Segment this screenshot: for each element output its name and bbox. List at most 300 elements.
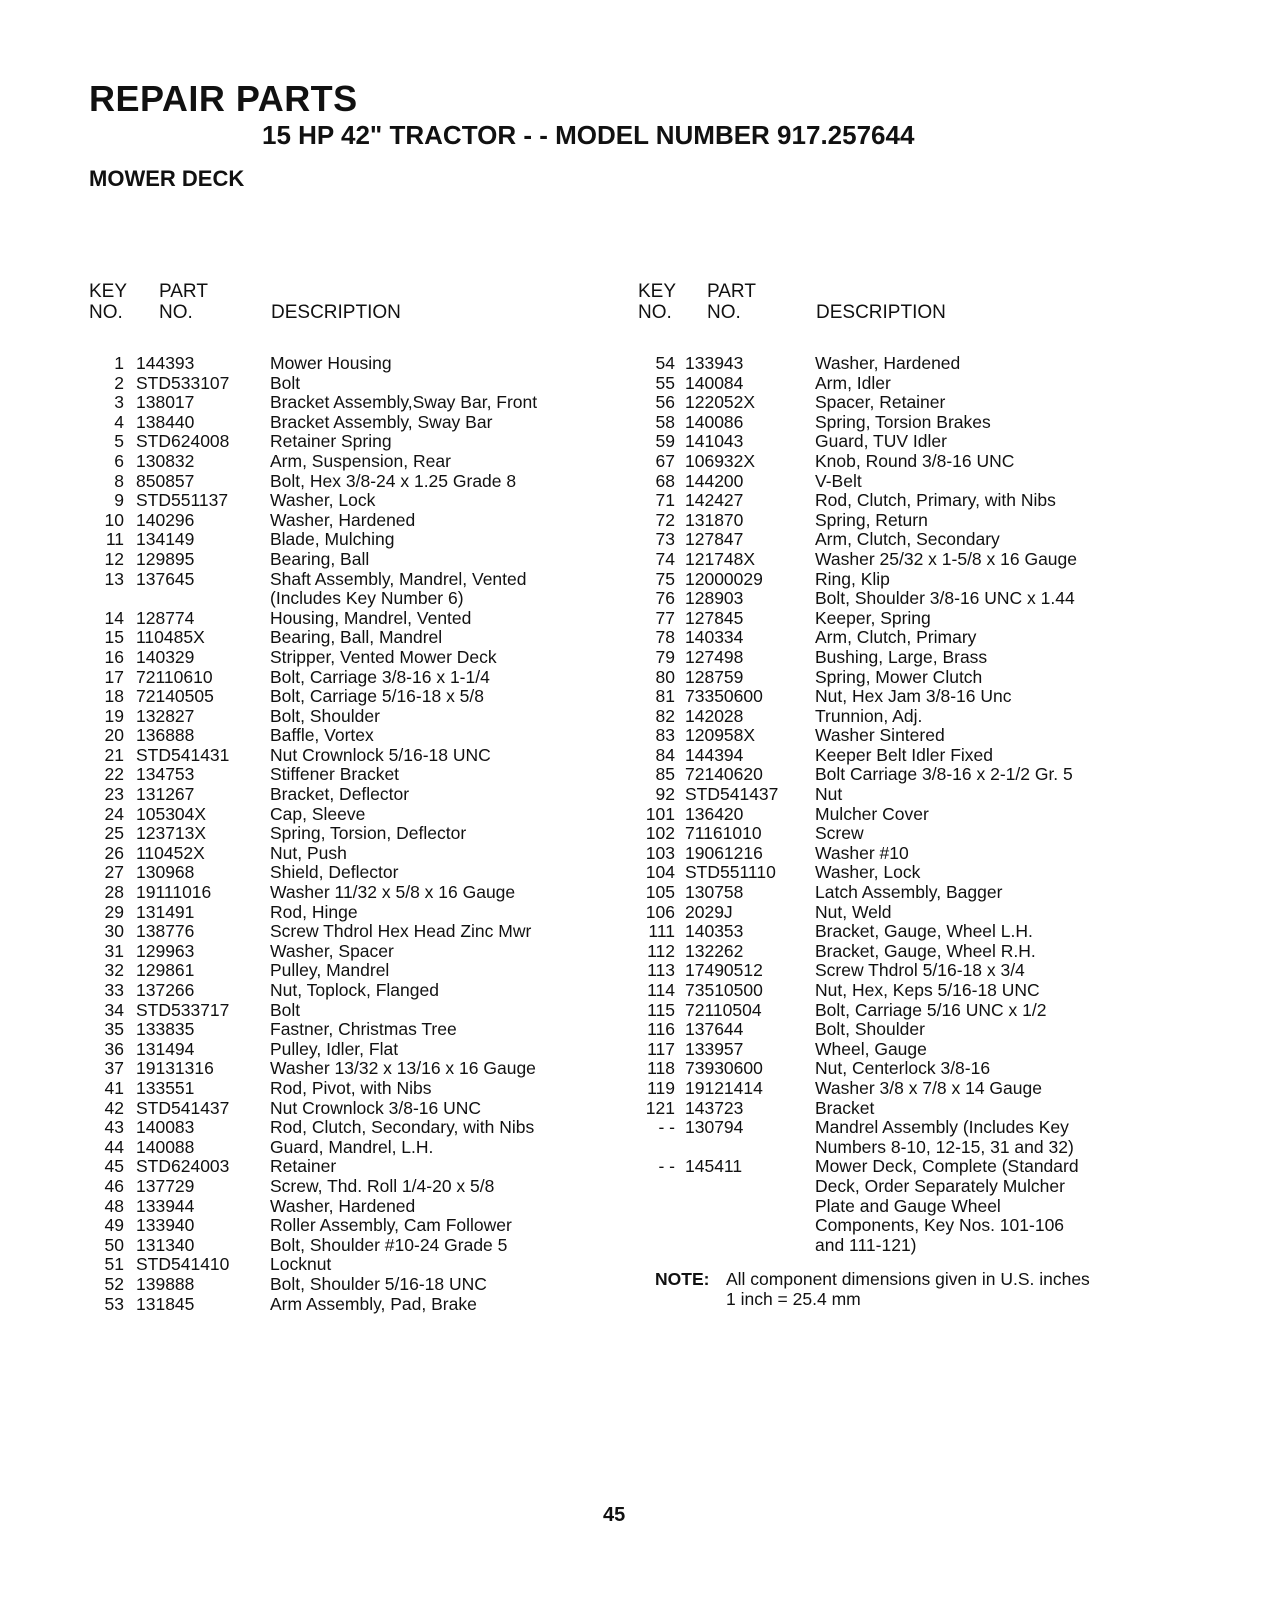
parts-row (88, 1138, 608, 1158)
parts-list-right (638, 354, 1238, 1255)
part-number: 133835 (136, 1019, 195, 1040)
part-description: Bolt, Carriage 5/16-18 x 5/8 (270, 686, 485, 707)
key-number: 54 (655, 353, 675, 373)
part-description: Spring, Torsion, Deflector (270, 823, 467, 844)
part-number: 129861 (136, 960, 195, 981)
part-description: V-Belt (815, 470, 862, 491)
part-number: 128903 (685, 588, 744, 609)
key-number: 73 (655, 529, 675, 550)
part-number: 127845 (685, 607, 744, 628)
part-number: 131340 (136, 1234, 195, 1255)
part-number: 110452X (136, 842, 205, 863)
parts-row (88, 707, 608, 727)
part-description: Housing, Mandrel, Vented (270, 607, 472, 628)
part-no-header-left (159, 281, 208, 323)
parts-row (638, 668, 1238, 688)
part-number: 145411 (685, 1156, 743, 1177)
key-number: 32 (104, 960, 124, 981)
key-number: 119 (647, 1077, 675, 1098)
key-number: 35 (104, 1019, 124, 1040)
parts-row (638, 1040, 1238, 1060)
part-description: Bearing, Ball, Mandrel (270, 627, 443, 648)
part-description: Washer 11/32 x 5/8 x 16 Gauge (270, 882, 516, 903)
part-number: 131491 (136, 901, 195, 922)
section-title: MOWER DECK (89, 166, 245, 191)
part-description: Bolt (270, 999, 301, 1020)
parts-row (88, 785, 608, 805)
part-description: Spring, Return (815, 509, 928, 530)
key-header-line2: NO. (89, 302, 123, 323)
part-header-line2: NO. (159, 302, 193, 323)
note-line1: All component dimensions given in U.S. inches (726, 1269, 1090, 1289)
parts-row (88, 354, 608, 374)
key-number: 31 (104, 940, 124, 961)
part-number: 137729 (136, 1175, 195, 1196)
part-number: 133940 (136, 1215, 195, 1236)
part-description: Cap, Sleeve (270, 803, 366, 824)
key-number: 10 (104, 509, 124, 530)
key-number: 12 (104, 548, 124, 569)
parts-row (88, 1059, 608, 1079)
parts-row (638, 942, 1238, 962)
part-number: 19111016 (136, 882, 212, 903)
part-description: Washer 25/32 x 1-5/8 x 16 Gauge (815, 548, 1078, 569)
part-description: Blade, Mulching (270, 529, 395, 550)
key-number: 77 (655, 607, 675, 628)
key-number: 9 (114, 490, 124, 511)
part-number: 73930600 (685, 1058, 763, 1079)
parts-row (88, 1001, 608, 1021)
part-number: 130794 (685, 1117, 744, 1138)
part-number: 110485X (136, 627, 205, 648)
key-number: 29 (104, 901, 124, 922)
parts-row (638, 609, 1238, 629)
parts-row (638, 452, 1238, 472)
parts-row (638, 530, 1238, 550)
parts-row (88, 1275, 608, 1295)
key-number: 76 (655, 588, 675, 609)
part-description: Bushing, Large, Brass (815, 646, 988, 667)
part-number: 142427 (685, 490, 744, 511)
part-number: 73510500 (685, 980, 763, 1000)
part-description: Bracket, Deflector (270, 784, 410, 805)
parts-row (638, 903, 1238, 923)
parts-row (638, 550, 1238, 570)
part-description: Nut Crownlock 3/8-16 UNC (270, 1097, 482, 1118)
key-number: 11 (105, 529, 124, 550)
part-number: 132827 (136, 705, 195, 726)
parts-row (88, 472, 608, 492)
part-number: 123713X (136, 823, 207, 844)
part-number: 132262 (685, 940, 744, 961)
part-description: Washer, Hardened (270, 1195, 416, 1216)
key-number: 14 (104, 607, 124, 628)
description-header-left: DESCRIPTION (271, 302, 401, 323)
key-number: 118 (647, 1058, 675, 1079)
parts-row (88, 1099, 608, 1119)
part-description: Rod, Clutch, Primary, with Nibs (815, 490, 1056, 511)
parts-row (88, 432, 608, 452)
part-number: STD551110 (685, 862, 776, 883)
part-number: 137266 (136, 980, 195, 1000)
key-number: 105 (645, 882, 675, 903)
part-description: Bolt (270, 372, 301, 393)
part-number: 129895 (136, 548, 195, 569)
part-number: 134149 (136, 529, 195, 550)
part-description: Bracket, Gauge, Wheel L.H. (815, 921, 1033, 942)
parts-row (638, 805, 1238, 825)
part-description: Trunnion, Adj. (815, 705, 923, 726)
part-number: 140296 (136, 509, 195, 530)
part-number: STD541410 (136, 1254, 230, 1275)
parts-row (638, 1118, 1238, 1157)
parts-row (88, 1295, 608, 1315)
part-description: Screw (815, 823, 864, 844)
parts-row (638, 491, 1238, 511)
key-number: 41 (104, 1077, 124, 1098)
part-number: STD624008 (136, 431, 230, 452)
part-number: 71161010 (685, 823, 762, 844)
part-description: Washer, Lock (815, 862, 921, 883)
parts-row (638, 628, 1238, 648)
key-number: 48 (104, 1195, 124, 1216)
part-number: 19121414 (685, 1077, 763, 1098)
part-number: 140334 (685, 627, 744, 648)
parts-row (88, 844, 608, 864)
parts-row (88, 413, 608, 433)
part-number: 133944 (136, 1195, 195, 1216)
description-header-right: DESCRIPTION (816, 302, 946, 323)
part-description: Guard, Mandrel, L.H. (270, 1136, 434, 1157)
part-description: Washer, Lock (270, 490, 376, 511)
key-number: 43 (104, 1117, 124, 1138)
parts-row (88, 1040, 608, 1060)
page-title: REPAIR PARTS (89, 78, 358, 119)
part-number: 130832 (136, 450, 195, 471)
parts-row (638, 785, 1238, 805)
parts-row (88, 687, 608, 707)
part-description: Mower Deck, Complete (Standard Deck, Order Separately Mulcher Plate and Gauge Wheel Components, Key Nos. 101-106 and 111-121) (815, 1156, 1079, 1255)
part-number: 850857 (136, 470, 195, 491)
key-number: 18 (104, 686, 124, 707)
parts-row (88, 1216, 608, 1236)
part-number: 2029J (685, 901, 733, 922)
parts-row (88, 1255, 608, 1275)
dimension-note (655, 1269, 1090, 1309)
part-number: 127847 (685, 529, 744, 550)
parts-row (88, 668, 608, 688)
part-number: 138776 (136, 921, 195, 942)
part-description: Retainer (270, 1156, 337, 1177)
part-description: Screw Thdrol 5/16-18 x 3/4 (815, 960, 1025, 981)
parts-row (88, 903, 608, 923)
key-number: 36 (104, 1038, 124, 1059)
key-number: 22 (104, 764, 124, 785)
part-number: 19131316 (136, 1058, 214, 1079)
key-number: 101 (645, 803, 675, 824)
part-description: Mower Housing (270, 353, 392, 373)
part-header-line1: PART (159, 281, 208, 302)
key-number: 115 (647, 999, 675, 1020)
key-number: 114 (647, 980, 675, 1000)
parts-row (638, 1059, 1238, 1079)
part-number: 128759 (685, 666, 744, 687)
part-description: Bracket Assembly,Sway Bar, Front (270, 392, 538, 413)
part-number: 143723 (685, 1097, 744, 1118)
key-number: 75 (655, 568, 675, 589)
key-number: 2 (114, 372, 124, 393)
part-description: Screw, Thd. Roll 1/4-20 x 5/8 (270, 1175, 495, 1196)
parts-row (88, 883, 608, 903)
key-no-header-left (89, 281, 127, 323)
key-number: 68 (655, 470, 675, 491)
part-description: Bracket (815, 1097, 875, 1118)
key-number: 53 (104, 1293, 124, 1314)
key-number: 37 (104, 1058, 124, 1079)
part-number: STD551137 (136, 490, 229, 511)
part-description: Bolt, Hex 3/8-24 x 1.25 Grade 8 (270, 470, 517, 491)
part-description: Bolt, Shoulder (270, 705, 380, 726)
part-number: 140084 (685, 372, 744, 393)
parts-row (88, 922, 608, 942)
key-number: 113 (647, 960, 675, 981)
key-number: 13 (104, 568, 124, 589)
key-number: 92 (655, 784, 675, 805)
key-number: 80 (655, 666, 675, 687)
part-number: 72110610 (136, 666, 213, 687)
parts-row (638, 765, 1238, 785)
key-number: 49 (104, 1215, 124, 1236)
part-description: Ring, Klip (815, 568, 890, 589)
parts-row (638, 1099, 1238, 1119)
model-subtitle: 15 HP 42" TRACTOR - - MODEL NUMBER 917.257644 (262, 120, 915, 150)
part-description: Nut, Centerlock 3/8-16 (815, 1058, 991, 1079)
part-number: 105304X (136, 803, 207, 824)
part-description: Shaft Assembly, Mandrel, Vented (Includes Key Number 6) (270, 568, 527, 609)
part-description: Spacer, Retainer (815, 392, 946, 413)
part-number: 141043 (685, 431, 744, 452)
part-number: 131845 (136, 1293, 195, 1314)
part-description: Spring, Torsion Brakes (815, 411, 991, 432)
key-number: 72 (655, 509, 675, 530)
part-description: Washer 13/32 x 13/16 x 16 Gauge (270, 1058, 536, 1079)
part-number: 140088 (136, 1136, 195, 1157)
part-description: Nut (815, 784, 843, 805)
part-number: 106932X (685, 450, 756, 471)
part-description: Stiffener Bracket (270, 764, 400, 785)
part-description: Retainer Spring (270, 431, 392, 452)
parts-row (638, 844, 1238, 864)
part-number: 133943 (685, 353, 744, 373)
part-number: 140353 (685, 921, 744, 942)
part-description: Knob, Round 3/8-16 UNC (815, 450, 1015, 471)
part-number: STD541437 (685, 784, 779, 805)
parts-row (88, 824, 608, 844)
part-number: 137645 (136, 568, 195, 589)
part-description: Bearing, Ball (270, 548, 370, 569)
key-number: 27 (104, 862, 124, 883)
part-number: 138017 (136, 392, 195, 413)
key-header-line2: NO. (638, 302, 672, 323)
key-number: 103 (645, 842, 675, 863)
parts-row (88, 648, 608, 668)
parts-row (88, 1118, 608, 1138)
parts-row (638, 432, 1238, 452)
key-number: 84 (655, 744, 675, 765)
parts-row (88, 1079, 608, 1099)
key-number: 116 (647, 1019, 675, 1040)
part-number: STD533717 (136, 999, 230, 1020)
part-number: 144200 (685, 470, 744, 491)
part-number: 72110504 (685, 999, 762, 1020)
part-number: 130968 (136, 862, 195, 883)
parts-row (638, 922, 1238, 942)
part-description: Rod, Pivot, with Nibs (270, 1077, 432, 1098)
part-number: 120958X (685, 725, 756, 746)
part-no-header-right (707, 281, 756, 323)
part-number: 144394 (685, 744, 744, 765)
key-number: 45 (104, 1156, 124, 1177)
part-number: 73350600 (685, 686, 763, 707)
parts-row (638, 648, 1238, 668)
part-description: Nut, Toplock, Flanged (270, 980, 439, 1000)
parts-row (638, 961, 1238, 981)
part-description: Bracket Assembly, Sway Bar (270, 411, 493, 432)
parts-row (638, 1079, 1238, 1099)
part-number: 72140505 (136, 686, 214, 707)
parts-row (88, 726, 608, 746)
key-number: 24 (104, 803, 124, 824)
key-number: 42 (104, 1097, 124, 1118)
key-number: 46 (104, 1175, 124, 1196)
part-description: Bolt Carriage 3/8-16 x 2-1/2 Gr. 5 (815, 764, 1073, 785)
parts-row (88, 1197, 608, 1217)
parts-row (638, 1157, 1238, 1255)
key-number: 16 (104, 646, 124, 667)
part-number: 12000029 (685, 568, 763, 589)
parts-row (88, 1177, 608, 1197)
part-number: 140083 (136, 1117, 195, 1138)
key-header-line1: KEY (638, 281, 677, 302)
part-number: STD541437 (136, 1097, 230, 1118)
part-number: 122052X (685, 392, 756, 413)
key-number: 3 (114, 392, 124, 413)
key-number: 34 (104, 999, 124, 1020)
parts-row (638, 472, 1238, 492)
part-description: Pulley, Mandrel (270, 960, 390, 981)
key-number: 4 (114, 411, 124, 432)
part-description: Bolt, Shoulder #10-24 Grade 5 (270, 1234, 508, 1255)
part-description: Nut Crownlock 5/16-18 UNC (270, 744, 491, 765)
parts-row (88, 1236, 608, 1256)
part-number: 131870 (685, 509, 744, 530)
note-label: NOTE: (655, 1269, 710, 1289)
part-number: 136420 (685, 803, 744, 824)
key-number: 112 (647, 940, 675, 961)
part-description: Wheel, Gauge (815, 1038, 927, 1059)
part-number: 138440 (136, 411, 195, 432)
key-number: 44 (104, 1136, 124, 1157)
key-no-header-right (638, 281, 676, 323)
key-number: 111 (648, 921, 675, 942)
part-number: 140329 (136, 646, 195, 667)
key-number: 25 (104, 823, 124, 844)
part-number: 72140620 (685, 764, 763, 785)
parts-list-left (88, 354, 608, 1314)
part-number: 136888 (136, 725, 195, 746)
key-number: 102 (645, 823, 675, 844)
key-number: 82 (655, 705, 675, 726)
parts-row (638, 981, 1238, 1001)
parts-row (88, 746, 608, 766)
parts-row (88, 942, 608, 962)
part-description: Keeper Belt Idler Fixed (815, 744, 994, 765)
key-number: 81 (655, 686, 675, 707)
key-number: 67 (655, 450, 675, 471)
part-number: 140086 (685, 411, 744, 432)
part-description: Spring, Mower Clutch (815, 666, 983, 687)
part-number: 129963 (136, 940, 195, 961)
key-number: 78 (655, 627, 675, 648)
note-line2: 1 inch = 25.4 mm (726, 1289, 861, 1309)
part-number: 131267 (136, 784, 195, 805)
part-description: Locknut (270, 1254, 332, 1275)
key-number: 121 (645, 1097, 675, 1118)
part-number: 128774 (136, 607, 195, 628)
parts-row (638, 863, 1238, 883)
part-description: Washer, Hardened (270, 509, 416, 530)
parts-row (88, 1020, 608, 1040)
part-number: 137644 (685, 1019, 744, 1040)
parts-row (638, 511, 1238, 531)
parts-row (88, 530, 608, 550)
part-description: Washer, Hardened (815, 353, 961, 373)
key-number: 5 (114, 431, 124, 452)
part-description: Rod, Hinge (270, 901, 358, 922)
key-number: 83 (655, 725, 675, 746)
part-description: Stripper, Vented Mower Deck (270, 646, 497, 667)
parts-row (88, 452, 608, 472)
part-description: Nut, Hex, Keps 5/16-18 UNC (815, 980, 1040, 1000)
part-description: Bracket, Gauge, Wheel R.H. (815, 940, 1036, 961)
parts-row (88, 981, 608, 1001)
part-number: 17490512 (685, 960, 763, 981)
key-number: 56 (655, 392, 675, 413)
part-description: Roller Assembly, Cam Follower (270, 1215, 512, 1236)
key-number: 104 (645, 862, 675, 883)
key-number: 85 (655, 764, 675, 785)
key-number: 59 (655, 431, 675, 452)
parts-row (638, 570, 1238, 590)
key-number: 51 (104, 1254, 124, 1275)
part-description: Nut, Push (270, 842, 347, 863)
key-number: 117 (647, 1038, 675, 1059)
parts-row (638, 589, 1238, 609)
key-number: 30 (104, 921, 124, 942)
parts-row (638, 707, 1238, 727)
parts-row (638, 726, 1238, 746)
key-number: 1 (114, 353, 124, 373)
parts-row (88, 765, 608, 785)
part-description: Keeper, Spring (815, 607, 931, 628)
key-number: 50 (104, 1234, 124, 1255)
parts-row (88, 511, 608, 531)
part-number: 133551 (136, 1077, 195, 1098)
key-number: - - (658, 1156, 675, 1177)
part-description: Washer Sintered (815, 725, 945, 746)
part-number: 121748X (685, 548, 756, 569)
part-number: STD541431 (136, 744, 230, 765)
